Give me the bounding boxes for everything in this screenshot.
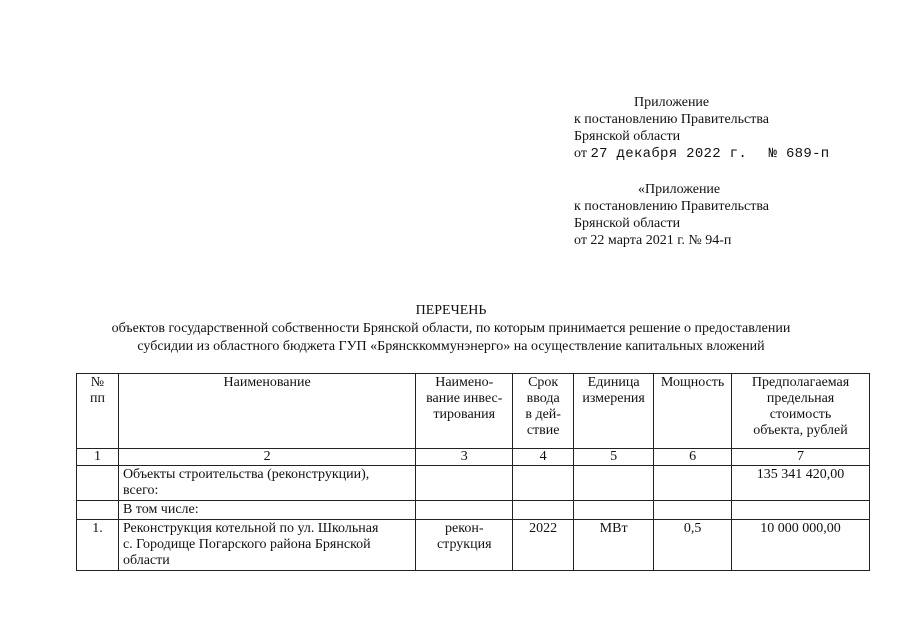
row-cost: 10 000 000,00 bbox=[732, 520, 870, 571]
total-cost: 135 341 420,00 bbox=[732, 466, 870, 501]
total-name: Объекты строительства (реконструкции), всего: bbox=[118, 466, 415, 501]
row-investment: рекон- струкция bbox=[416, 520, 513, 571]
col-num-3: 3 bbox=[416, 449, 513, 466]
heading-line-2: субсидии из областного бюджета ГУП «Брянсккоммунэнерго» на осуществление капитальных вложений bbox=[137, 339, 765, 354]
total-unit bbox=[574, 466, 654, 501]
header-name: Наименование bbox=[118, 374, 415, 449]
heading-line-1: объектов государственной собственности Брянской области, по которым принимается решение о предоставлении bbox=[111, 321, 791, 336]
document-title: ПЕРЕЧЕНЬ bbox=[415, 303, 487, 318]
appendix-region-line: Брянской области bbox=[574, 129, 681, 144]
previous-region-line: Брянской области bbox=[574, 216, 681, 231]
date-prefix: от bbox=[574, 146, 587, 161]
including-row bbox=[77, 501, 870, 520]
header-cost: Предполагаемая предельная стоимость объекта, рублей bbox=[732, 374, 870, 449]
table-header-row bbox=[77, 374, 870, 449]
header-num: № пп bbox=[77, 374, 119, 449]
col-num-1: 1 bbox=[77, 449, 119, 466]
appendix-current-block bbox=[574, 94, 829, 163]
col-num-5: 5 bbox=[574, 449, 654, 466]
col-num-7: 7 bbox=[732, 449, 870, 466]
col-num-2: 2 bbox=[118, 449, 415, 466]
appendix-date-line bbox=[574, 145, 829, 163]
including-label: В том числе: bbox=[118, 501, 415, 520]
row-unit: МВт bbox=[574, 520, 654, 571]
previous-decree-line: к постановлению Правительства bbox=[574, 199, 770, 214]
total-year bbox=[513, 466, 574, 501]
decree-date: 27 декабря 2022 г. bbox=[590, 146, 748, 162]
header-capacity: Мощность bbox=[654, 374, 732, 449]
column-number-row bbox=[77, 449, 870, 466]
decree-number: № 689-п bbox=[768, 146, 830, 162]
total-investment bbox=[416, 466, 513, 501]
row-num: 1. bbox=[77, 520, 119, 571]
total-row bbox=[77, 466, 870, 501]
total-num bbox=[77, 466, 119, 501]
table-row bbox=[77, 520, 870, 571]
header-unit: Единица измерения bbox=[574, 374, 654, 449]
previous-date-line: от 22 марта 2021 г. № 94-п bbox=[574, 233, 732, 248]
row-year: 2022 bbox=[513, 520, 574, 571]
header-commissioning: Срок ввода в дей- ствие bbox=[513, 374, 574, 449]
appendix-previous-block bbox=[574, 181, 769, 249]
previous-appendix-title: «Приложение bbox=[638, 182, 721, 197]
row-capacity: 0,5 bbox=[654, 520, 732, 571]
total-capacity bbox=[654, 466, 732, 501]
header-investment: Наимено- вание инвес- тирования bbox=[416, 374, 513, 449]
appendix-title: Приложение bbox=[634, 95, 710, 110]
appendix-decree-line: к постановлению Правительства bbox=[574, 112, 770, 127]
col-num-4: 4 bbox=[513, 449, 574, 466]
objects-table bbox=[76, 373, 870, 571]
col-num-6: 6 bbox=[654, 449, 732, 466]
row-name: Реконструкция котельной по ул. Школьная с. Городище Погарского района Брянской области bbox=[118, 520, 415, 571]
